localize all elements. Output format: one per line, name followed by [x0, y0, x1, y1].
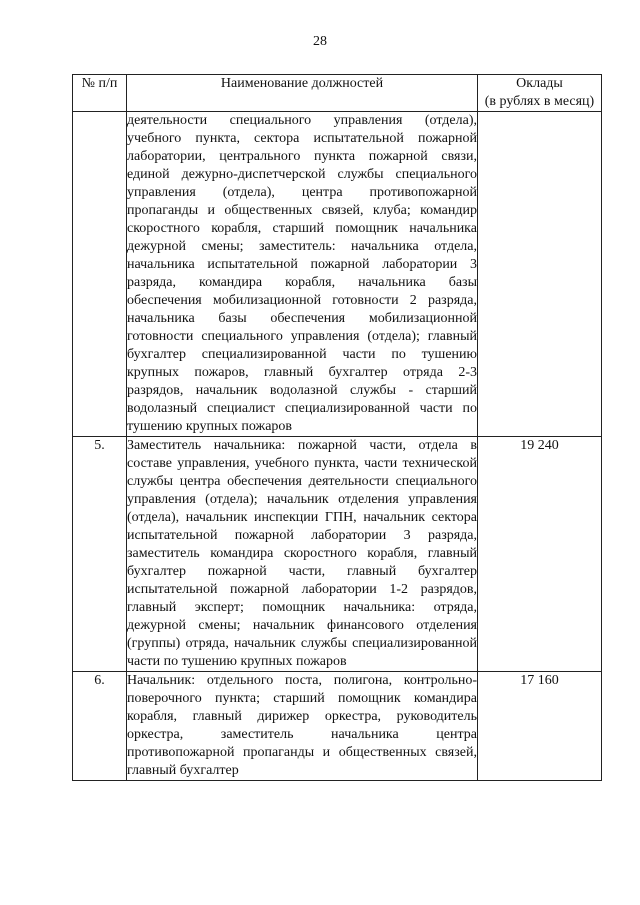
row-position-name — [127, 672, 478, 781]
header-position-name: Наименование должностей — [127, 75, 478, 112]
row-position-name — [127, 437, 478, 672]
table-row — [73, 112, 602, 437]
row-number — [73, 112, 127, 437]
row-position-text: Начальник: отдельного поста, полигона, контрольно-поверочного пункта; старший помощник командира корабля, главный дирижер оркестра, руководитель оркестра, заместитель начальника центра противопожарной пропаганды и общественных связей, главный бухгалтер — [127, 673, 477, 778]
page-number: 28 — [313, 34, 327, 49]
table-row — [73, 672, 602, 781]
row-salary: 17 160 — [478, 672, 602, 781]
header-number: № п/п — [73, 75, 127, 112]
header-salary-line2: (в рублях в месяц) — [484, 94, 595, 109]
row-position-text: деятельности специального управления (отдела), учебного пункта, сектора испытательной пожарной лаборатории, центрального пункта пожарной связи, единой дежурно-диспетчерской службы специального управления (отдела), центра противопожарной пропаганды и общественных связей, клуба; командир скоростного корабля, старший помощник начальника дежурной смены; заместитель: начальника отдела, начальника испытательной пожарной лаборатории 3 разряда, командира корабля, начальника базы обеспечения мобилизационной готовности 2 разряда, начальника базы обеспечения мобилизационной готовности специального управления (отдела); главный бухгалтер специализированной части по тушению крупных пожаров, главный бухгалтер отряда 2-3 разрядов, начальник водолазной службы - старший водолазный специалист специализированной части по тушению крупных пожаров — [127, 113, 477, 434]
positions-salary-table — [72, 74, 602, 781]
header-salary — [478, 75, 602, 112]
row-salary — [478, 112, 602, 437]
row-salary: 19 240 — [478, 437, 602, 672]
row-number: 5. — [73, 437, 127, 672]
row-position-text: Заместитель начальника: пожарной части, отдела в составе управления, учебного пункта, части технической службы центра обеспечения деятельности специального управления (отдела); начальник отделения управления (отдела), начальник инспекции ГПН, начальник сектора испытательной пожарной лаборатории 3 разряда, заместитель командира скоростного корабля, главный бухгалтер пожарной части, главный бухгалтер испытательной пожарной лаборатории 1-2 разрядов, главный эксперт; помощник начальника: отряда, дежурной смены; начальник финансового отделения (группы) отряда, начальник службы специализированной части по тушению крупных пожаров — [127, 438, 477, 669]
header-salary-line1: Оклады — [516, 76, 563, 91]
row-position-name — [127, 112, 478, 437]
table-row — [73, 437, 602, 672]
table-header-row — [73, 75, 602, 112]
row-number: 6. — [73, 672, 127, 781]
